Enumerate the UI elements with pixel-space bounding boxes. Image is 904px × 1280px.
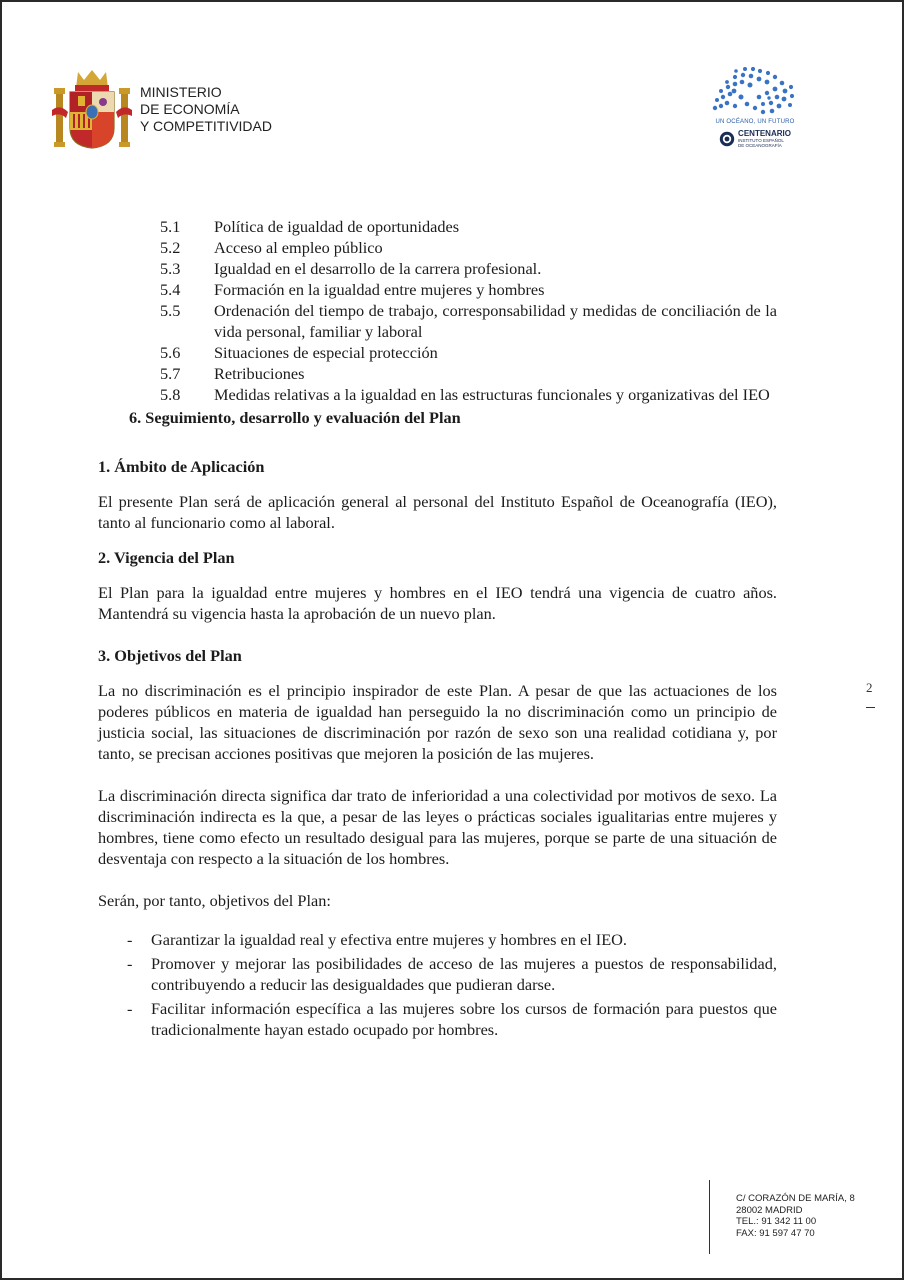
section-3-title: 3. Objetivos del Plan <box>98 646 242 665</box>
toc-item <box>160 384 777 405</box>
toc-text: Acceso al empleo público <box>214 238 383 257</box>
toc-item <box>160 300 777 342</box>
footer-line: C/ CORAZÓN DE MARÍA, 8 <box>736 1193 855 1204</box>
toc-number: 5.7 <box>160 364 181 383</box>
ministry-name-line: MINISTERIO <box>140 83 222 100</box>
toc-number: 5.8 <box>160 385 181 404</box>
section-3-paragraph: Serán, por tanto, objetivos del Plan: <box>98 891 331 910</box>
section-2-text: El Plan para la igualdad entre mujeres y hombres en el IEO tendrá una vigencia de cuatro años. Mantendrá su vigencia hasta la aprobación de un nuevo plan. <box>98 583 777 623</box>
toc-text: Retribuciones <box>214 364 305 383</box>
bullet-marker: - <box>127 930 133 949</box>
ieo-institute-line: INSTITUTO ESPAÑOL <box>738 138 784 143</box>
footer-line: TEL.: 91 342 11 00 <box>736 1216 817 1227</box>
coat-of-arms-logo <box>52 66 132 152</box>
toc-number: 5.6 <box>160 343 181 362</box>
toc-item <box>160 363 777 384</box>
toc-item <box>160 216 777 237</box>
footer-line: 28002 MADRID <box>736 1204 803 1216</box>
toc-text: Formación en la igualdad entre mujeres y hombres <box>214 280 545 299</box>
ieo-logo <box>705 66 805 148</box>
document-body <box>98 216 777 1043</box>
toc-number: 5.1 <box>160 217 181 236</box>
toc-text: Situaciones de especial protección <box>214 343 438 362</box>
list-item-text: Promover y mejorar las posibilidades de acceso de las mujeres a puestos de responsabilidad, contribuyendo a reducir las desigualdades que pudieran darse. <box>151 954 777 994</box>
footer-divider <box>709 1180 710 1254</box>
toc-item <box>160 279 777 300</box>
ieo-institute-line: DE OCEANOGRAFÍA <box>738 143 782 148</box>
table-of-contents <box>160 216 777 405</box>
toc-text: Igualdad en el desarrollo de la carrera profesional. <box>214 259 542 278</box>
ministry-name-line: DE ECONOMÍA <box>140 100 240 117</box>
toc-item-6: 6. Seguimiento, desarrollo y evaluación del Plan <box>129 408 461 427</box>
bullet-marker: - <box>127 999 133 1018</box>
toc-text: Medidas relativas a la igualdad en las estructuras funcionales y organizativas del IEO <box>214 385 770 404</box>
ministry-header <box>52 66 272 152</box>
ieo-emblem-icon <box>719 131 735 147</box>
section-3-paragraph: La no discriminación es el principio inspirador de este Plan. A pesar de que las actuaciones de los poderes públicos en materia de igualdad han perseguido la no discriminación como un principio de justicia social, las situaciones de discriminación por razón de sexo son una realidad cotidiana y, por tanto, se precisan acciones positivas que mejoren la posición de las mujeres. <box>98 681 777 763</box>
objectives-list <box>127 929 777 1040</box>
footer-address <box>736 1193 855 1239</box>
toc-number: 5.3 <box>160 259 181 278</box>
ministry-name-line: Y COMPETITIVIDAD <box>140 117 272 134</box>
list-item-text: Facilitar información específica a las mujeres sobre los cursos de formación para puestos que tradicionalmente hayan estado ocupado por hombres. <box>151 999 777 1039</box>
toc-number: 5.5 <box>160 301 181 320</box>
section-3-paragraph: La discriminación directa significa dar trato de inferioridad a una colectividad por motivos de sexo. La discriminación indirecta es la que, a pesar de las leyes o prácticas sociales igualitarias entre mujeres y hombres, tiene como efecto un resultado desigual para las mujeres, porque se parte de una situación de desventaja con respecto a la situación de los hombres. <box>98 786 777 868</box>
toc-number: 5.4 <box>160 280 181 299</box>
list-item <box>127 953 777 995</box>
list-item <box>127 929 777 950</box>
toc-text: Política de igualdad de oportunidades <box>214 217 460 236</box>
section-1-title: 1. Ámbito de Aplicación <box>98 457 265 476</box>
toc-number: 5.2 <box>160 238 181 257</box>
toc-item <box>160 342 777 363</box>
ieo-motto: UN OCÉANO, UN FUTURO <box>715 119 795 125</box>
section-2-title: 2. Vigencia del Plan <box>98 548 235 567</box>
toc-item <box>160 258 777 279</box>
toc-item <box>160 237 777 258</box>
footer-line: FAX: 91 597 47 70 <box>736 1227 815 1239</box>
list-item-text: Garantizar la igualdad real y efectiva entre mujeres y hombres en el IEO. <box>151 930 628 949</box>
ieo-wave-icon <box>705 66 805 116</box>
ieo-centenario: CENTENARIO <box>738 129 791 138</box>
bullet-marker: - <box>127 954 133 973</box>
section-1-text: El presente Plan será de aplicación general al personal del Instituto Español de Oceanografía (IEO), tanto al funcionario como al laboral. <box>98 492 777 532</box>
toc-text: Ordenación del tiempo de trabajo, corresponsabilidad y medidas de conciliación de la vida personal, familiar y laboral <box>214 301 777 341</box>
list-item <box>127 998 777 1040</box>
page-number: 2 <box>866 680 873 695</box>
page-number-rule <box>866 707 875 708</box>
